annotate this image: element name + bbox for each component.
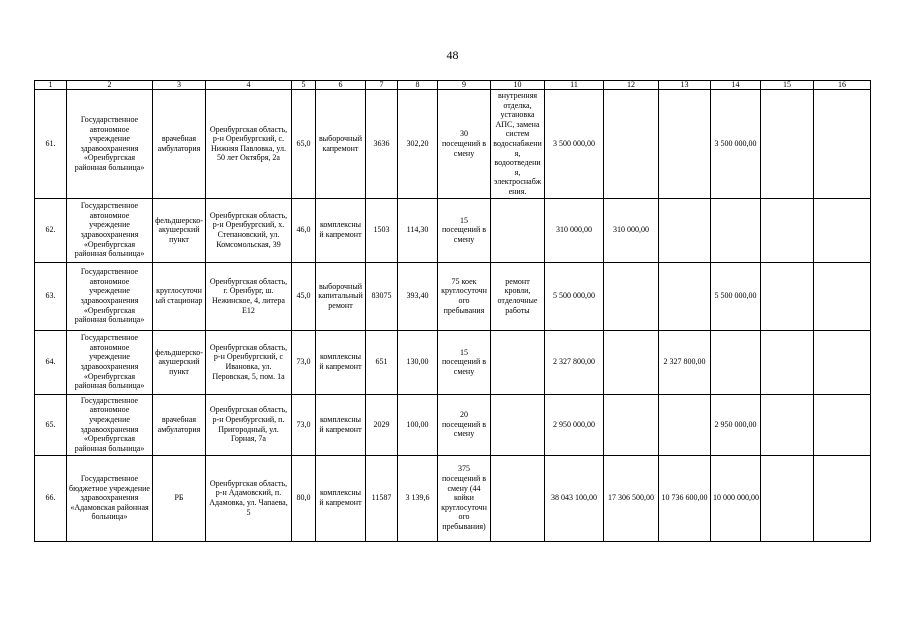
table-row: [35, 455, 871, 541]
table-row: [35, 262, 871, 330]
column-header: 11: [545, 81, 604, 90]
column-15-cell: [761, 262, 814, 330]
column-7-cell: 1503: [366, 198, 398, 262]
capacity-cell: 75 коек круглосуточного пребывания: [438, 262, 491, 330]
column-header: 2: [67, 81, 153, 90]
row-number: 63.: [35, 262, 67, 330]
column-14-amount-cell: 3 500 000,00: [711, 90, 761, 199]
table-row: [35, 330, 871, 394]
organization-cell: Государственное автономное учреждение здравоохранения «Оренбургская районная больница»: [67, 262, 153, 330]
column-header: 5: [292, 81, 316, 90]
facility-type-cell: РБ: [153, 455, 206, 541]
organization-cell: Государственное автономное учреждение здравоохранения «Оренбургская районная больница»: [67, 394, 153, 455]
column-header: 1: [35, 81, 67, 90]
row-number: 65.: [35, 394, 67, 455]
column-header: 12: [604, 81, 659, 90]
column-header: 7: [366, 81, 398, 90]
organization-cell: Государственное бюджетное учреждение здравоохранения «Адамовская районная больница»: [67, 455, 153, 541]
column-header: 13: [659, 81, 711, 90]
work-type-cell: комплексный капремонт: [316, 455, 366, 541]
total-amount-cell: 310 000,00: [545, 198, 604, 262]
capacity-cell: 15 посещений в смену: [438, 198, 491, 262]
facility-type-cell: фельдшерско-акушерский пункт: [153, 198, 206, 262]
column-8-cell: 393,40: [398, 262, 438, 330]
capacity-cell: 15 посещений в смену: [438, 330, 491, 394]
total-amount-cell: 5 500 000,00: [545, 262, 604, 330]
column-header: 3: [153, 81, 206, 90]
total-amount-cell: 2 327 800,00: [545, 330, 604, 394]
area-cell: 45,0: [292, 262, 316, 330]
facility-type-cell: фельдшерско-акушерский пункт: [153, 330, 206, 394]
works-description-cell: [491, 330, 545, 394]
column-14-amount-cell: 5 500 000,00: [711, 262, 761, 330]
column-12-amount-cell: [604, 330, 659, 394]
address-cell: Оренбургская область, р-н Оренбургский, п. Пригородный, ул. Горная, 7а: [206, 394, 292, 455]
column-8-cell: 130,00: [398, 330, 438, 394]
column-12-amount-cell: [604, 90, 659, 199]
works-description-cell: внутренняя отделка, установка АПС, замена систем водоснабжения, водоотведения, электроснабжения.: [491, 90, 545, 199]
works-description-cell: ремонт кровли, отделочные работы: [491, 262, 545, 330]
area-cell: 73,0: [292, 330, 316, 394]
column-8-cell: 3 139,6: [398, 455, 438, 541]
works-description-cell: [491, 455, 545, 541]
address-cell: Оренбургская область, р-н Адамовский, п. Адамовка, ул. Чапаева, 5: [206, 455, 292, 541]
total-amount-cell: 2 950 000,00: [545, 394, 604, 455]
work-type-cell: выборочный капремонт: [316, 90, 366, 199]
address-cell: Оренбургская область, р-н Оренбургский, с. Нижняя Павловка, ул. 50 лет Октября, 2а: [206, 90, 292, 199]
organization-cell: Государственное автономное учреждение здравоохранения «Оренбургская районная больница»: [67, 90, 153, 199]
works-description-cell: [491, 394, 545, 455]
column-15-cell: [761, 198, 814, 262]
table-row: [35, 90, 871, 199]
column-7-cell: 2029: [366, 394, 398, 455]
organization-cell: Государственное автономное учреждение здравоохранения «Оренбургская районная больница»: [67, 198, 153, 262]
column-header: 9: [438, 81, 491, 90]
column-header: 10: [491, 81, 545, 90]
works-description-cell: [491, 198, 545, 262]
column-header: 14: [711, 81, 761, 90]
capital-repair-table: [34, 80, 871, 542]
column-13-amount-cell: 10 736 600,00: [659, 455, 711, 541]
area-cell: 80,0: [292, 455, 316, 541]
total-amount-cell: 38 043 100,00: [545, 455, 604, 541]
organization-cell: Государственное автономное учреждение здравоохранения «Оренбургская районная больница»: [67, 330, 153, 394]
column-7-cell: 83075: [366, 262, 398, 330]
table-row: [35, 394, 871, 455]
capacity-cell: 375 посещений в смену (44 койки круглосуточного пребывания): [438, 455, 491, 541]
column-8-cell: 114,30: [398, 198, 438, 262]
column-7-cell: 11587: [366, 455, 398, 541]
facility-type-cell: врачебная амбулатория: [153, 394, 206, 455]
page-number: 48: [446, 48, 459, 62]
capacity-cell: 20 посещений в смену: [438, 394, 491, 455]
facility-type-cell: врачебная амбулатория: [153, 90, 206, 199]
column-15-cell: [761, 394, 814, 455]
column-header: 6: [316, 81, 366, 90]
column-header: 16: [814, 81, 871, 90]
column-13-amount-cell: [659, 90, 711, 199]
column-15-cell: [761, 455, 814, 541]
area-cell: 73,0: [292, 394, 316, 455]
address-cell: Оренбургская область, р-н Оренбургский, х. Степановский, ул. Комсомольская, 39: [206, 198, 292, 262]
work-type-cell: комплексный капремонт: [316, 330, 366, 394]
column-13-amount-cell: 2 327 800,00: [659, 330, 711, 394]
column-header: 4: [206, 81, 292, 90]
column-14-amount-cell: [711, 198, 761, 262]
column-12-amount-cell: [604, 262, 659, 330]
column-16-cell: [814, 262, 871, 330]
address-cell: Оренбургская область, г. Оренбург, ш. Нежинское, 4, литера Е12: [206, 262, 292, 330]
column-7-cell: 651: [366, 330, 398, 394]
column-13-amount-cell: [659, 394, 711, 455]
column-header: 8: [398, 81, 438, 90]
area-cell: 65,0: [292, 90, 316, 199]
column-header: 15: [761, 81, 814, 90]
column-12-amount-cell: 17 306 500,00: [604, 455, 659, 541]
facility-type-cell: круглосуточный стационар: [153, 262, 206, 330]
column-16-cell: [814, 330, 871, 394]
column-14-amount-cell: 2 950 000,00: [711, 394, 761, 455]
column-12-amount-cell: 310 000,00: [604, 198, 659, 262]
column-14-amount-cell: [711, 330, 761, 394]
column-15-cell: [761, 330, 814, 394]
row-number: 61.: [35, 90, 67, 199]
column-12-amount-cell: [604, 394, 659, 455]
column-13-amount-cell: [659, 198, 711, 262]
work-type-cell: комплексный капремонт: [316, 198, 366, 262]
column-7-cell: 3636: [366, 90, 398, 199]
column-number-row: [35, 81, 871, 90]
row-number: 64.: [35, 330, 67, 394]
column-14-amount-cell: 10 000 000,00: [711, 455, 761, 541]
column-16-cell: [814, 90, 871, 199]
address-cell: Оренбургская область, р-н Оренбургский, с Ивановка, ул. Перовская, 5, пом. 1а: [206, 330, 292, 394]
column-16-cell: [814, 455, 871, 541]
row-number: 66.: [35, 455, 67, 541]
column-16-cell: [814, 394, 871, 455]
area-cell: 46,0: [292, 198, 316, 262]
column-16-cell: [814, 198, 871, 262]
capacity-cell: 30 посещений в смену: [438, 90, 491, 199]
column-8-cell: 302,20: [398, 90, 438, 199]
column-8-cell: 100,00: [398, 394, 438, 455]
column-15-cell: [761, 90, 814, 199]
total-amount-cell: 3 500 000,00: [545, 90, 604, 199]
column-13-amount-cell: [659, 262, 711, 330]
work-type-cell: комплексный капремонт: [316, 394, 366, 455]
row-number: 62.: [35, 198, 67, 262]
work-type-cell: выборочный капитальный ремонт: [316, 262, 366, 330]
table-row: [35, 198, 871, 262]
